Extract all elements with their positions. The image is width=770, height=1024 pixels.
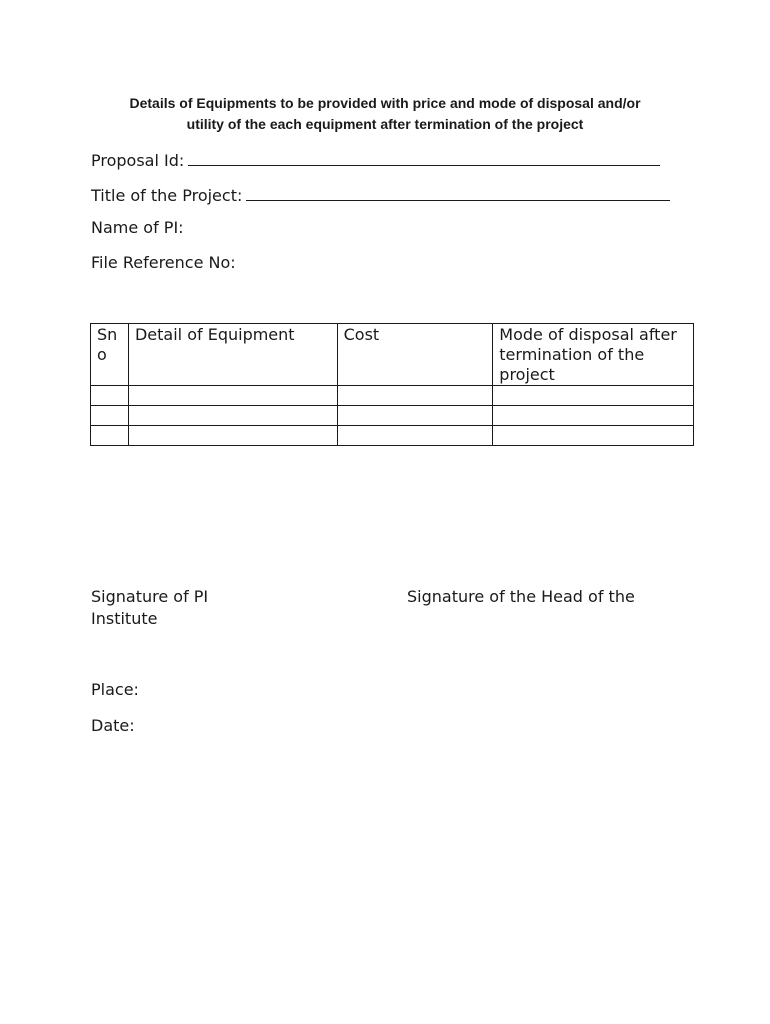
place-label: Place: (91, 680, 139, 699)
document-title-line-2: utility of the each equipment after termination of the project (186, 116, 584, 132)
pi-signature-label: Signature of PI (91, 587, 209, 606)
table-cell[interactable] (337, 426, 493, 446)
table-cell[interactable] (91, 406, 129, 426)
file-reference-field (91, 253, 236, 273)
table-cell[interactable] (91, 426, 129, 446)
table-cell[interactable] (493, 386, 694, 406)
header-cost: Cost (337, 324, 493, 386)
equipment-table (90, 323, 694, 446)
pi-signature-block (91, 586, 208, 630)
header-detail-of-equipment: Detail of Equipment (128, 324, 337, 386)
table-header-row (91, 324, 694, 386)
table-row (91, 406, 694, 426)
header-mode-of-disposal: Mode of disposal after termination of the project (493, 324, 694, 386)
table-cell[interactable] (337, 386, 493, 406)
project-title-label: Title of the Project: (91, 186, 243, 205)
pi-name-field (91, 218, 184, 238)
table-cell[interactable] (128, 426, 337, 446)
table-cell[interactable] (128, 406, 337, 426)
table-row (91, 426, 694, 446)
table-cell[interactable] (337, 406, 493, 426)
table-cell[interactable] (493, 406, 694, 426)
proposal-id-label: Proposal Id: (91, 151, 185, 170)
table-cell[interactable] (128, 386, 337, 406)
table-cell[interactable] (91, 386, 129, 406)
document-title (0, 93, 770, 135)
proposal-id-field (91, 147, 660, 171)
date-label: Date: (91, 716, 135, 735)
pi-name-label: Name of PI: (91, 218, 184, 237)
table-cell[interactable] (493, 426, 694, 446)
file-reference-label: File Reference No: (91, 253, 236, 272)
table-row (91, 386, 694, 406)
document-title-line-1: Details of Equipments to be provided with price and mode of disposal and/or (129, 95, 641, 111)
project-title-field (91, 182, 670, 206)
institute-label: Institute (91, 609, 158, 628)
proposal-id-blank-line[interactable] (188, 147, 660, 166)
head-signature-label: Signature of the Head of the (407, 587, 635, 606)
header-sno: Sn o (91, 324, 129, 386)
project-title-blank-line[interactable] (246, 182, 670, 201)
